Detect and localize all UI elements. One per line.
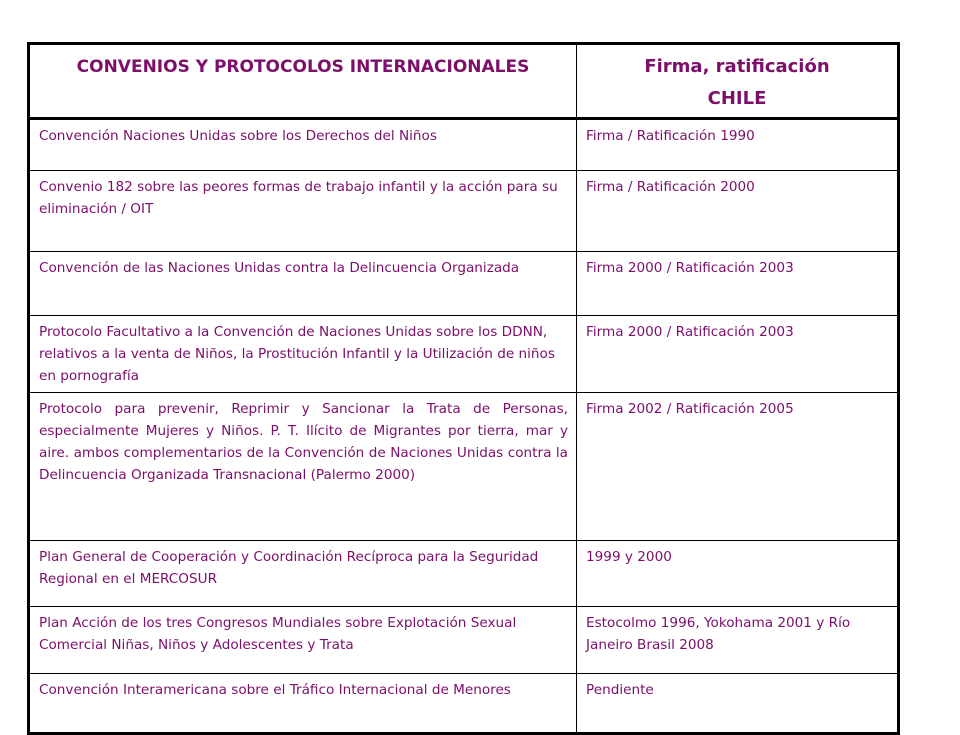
convention-cell: Plan General de Cooperación y Coordinación Recíproca para la Seguridad Regional en el MERCOSUR	[29, 541, 577, 607]
table-row	[29, 393, 899, 541]
convention-cell: Protocolo Facultativo a la Convención de Naciones Unidas sobre los DDNN, relativos a la venta de Niños, la Prostitución Infantil y la Utilización de niños en pornografía	[29, 316, 577, 393]
table-row	[29, 541, 899, 607]
table-row	[29, 674, 899, 734]
header-signature-label: Firma, ratificación	[644, 56, 830, 77]
header-country-label: CHILE	[707, 88, 767, 109]
table-row	[29, 252, 899, 316]
header-signature-ratification	[577, 44, 899, 119]
status-cell: Firma / Ratificación 1990	[577, 119, 899, 171]
status-cell: Firma 2002 / Ratificación 2005	[577, 393, 899, 541]
status-cell: Pendiente	[577, 674, 899, 734]
status-cell: Firma 2000 / Ratificación 2003	[577, 252, 899, 316]
status-cell: Estocolmo 1996, Yokohama 2001 y Río Janeiro Brasil 2008	[577, 607, 899, 674]
status-cell: Firma 2000 / Ratificación 2003	[577, 316, 899, 393]
convention-cell: Convenio 182 sobre las peores formas de trabajo infantil y la acción para su eliminación / OIT	[29, 171, 577, 252]
conventions-table-container	[27, 42, 897, 735]
convention-cell: Convención Interamericana sobre el Tráfico Internacional de Menores	[29, 674, 577, 734]
convention-cell: Plan Acción de los tres Congresos Mundiales sobre Explotación Sexual Comercial Niñas, Niños y Adolescentes y Trata	[29, 607, 577, 674]
convention-cell: Convención Naciones Unidas sobre los Derechos del Niños	[29, 119, 577, 171]
header-conventions: CONVENIOS Y PROTOCOLOS INTERNACIONALES	[29, 44, 577, 119]
table-row	[29, 171, 899, 252]
status-cell: 1999 y 2000	[577, 541, 899, 607]
table-header-row	[29, 44, 899, 119]
conventions-table	[27, 42, 900, 735]
table-row	[29, 119, 899, 171]
table-row	[29, 316, 899, 393]
convention-cell: Protocolo para prevenir, Reprimir y Sancionar la Trata de Personas, especialmente Mujeres y Niños. P. T. Ilícito de Migrantes por tierra, mar y aire. ambos complementarios de la Convención de Naciones Unidas contra la Delincuencia Organizada Transnacional (Palermo 2000)	[29, 393, 577, 541]
status-cell: Firma / Ratificación 2000	[577, 171, 899, 252]
table-row	[29, 607, 899, 674]
convention-cell: Convención de las Naciones Unidas contra la Delincuencia Organizada	[29, 252, 577, 316]
